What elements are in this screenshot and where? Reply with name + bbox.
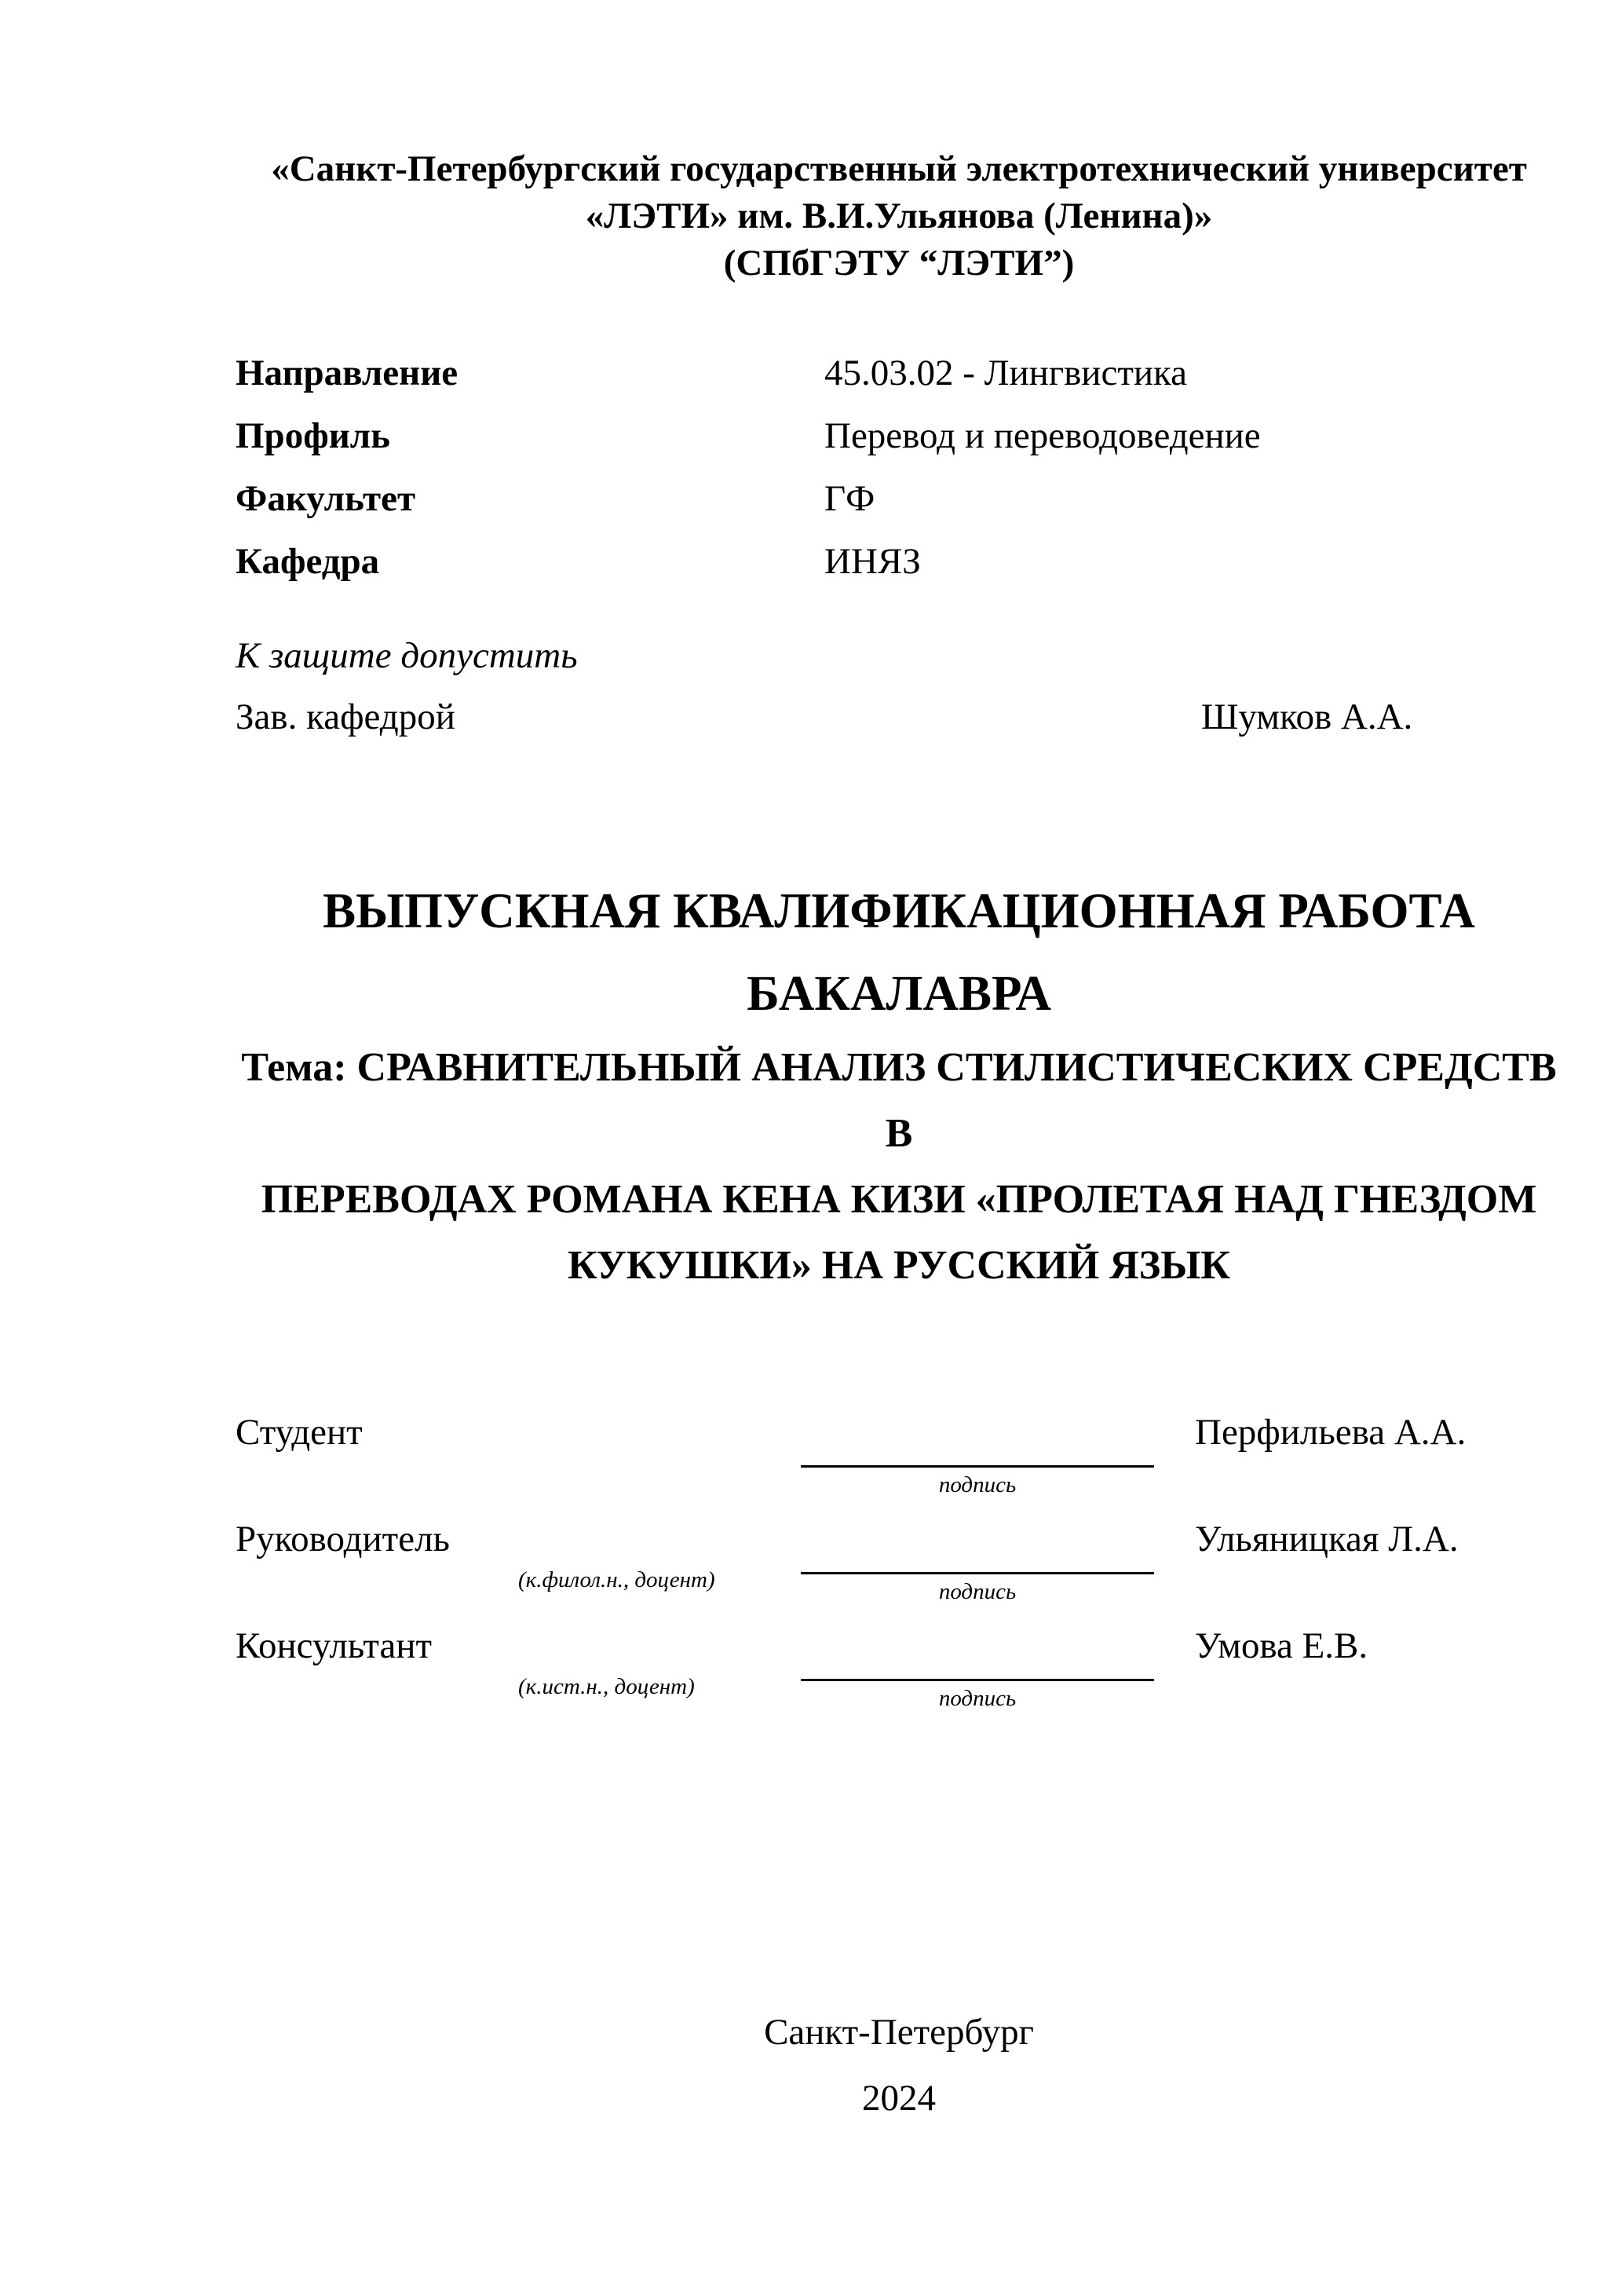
info-row-direction	[236, 342, 1562, 404]
head-of-department-label: Зав. кафедрой	[236, 696, 455, 737]
signature-caption: подпись	[938, 1686, 1017, 1711]
degree-label-consultant: (к.ист.н., доцент)	[518, 1674, 695, 1699]
topic-line-3: КУКУШКИ» НА РУССКИЙ ЯЗЫК	[567, 1243, 1230, 1288]
signature-field-consultant	[801, 1622, 1154, 1717]
topic-line-1: Тема: СРАВНИТЕЛЬНЫЙ АНАЛИЗ СТИЛИСТИЧЕСКИХ СРЕДСТВ В	[241, 1045, 1557, 1156]
signature-caption: подпись	[938, 1472, 1017, 1497]
signature-role-cell	[236, 1622, 801, 1717]
signatory-name-advisor: Ульяницкая Л.А.	[1195, 1519, 1459, 1559]
signature-caption: подпись	[938, 1579, 1017, 1604]
info-row-faculty	[236, 467, 1562, 530]
signature-row-consultant	[236, 1622, 1562, 1717]
program-info-section	[236, 342, 1562, 593]
work-title-line-1: ВЫПУСКНАЯ КВАЛИФИКАЦИОННАЯ РАБОТА	[323, 883, 1475, 938]
signature-role-cell	[236, 1409, 801, 1503]
signature-row-advisor	[236, 1515, 1562, 1610]
head-of-department-name: Шумков А.А.	[1201, 696, 1413, 737]
info-label-faculty: Факультет	[236, 478, 416, 519]
signature-field-student	[801, 1409, 1154, 1503]
info-value-faculty: ГФ	[824, 478, 875, 519]
role-label-advisor: Руководитель	[236, 1519, 450, 1559]
signature-row-student	[236, 1409, 1562, 1503]
signature-role-cell	[236, 1515, 801, 1610]
info-value-profile: Перевод и переводоведение	[824, 415, 1261, 456]
info-label-department: Кафедра	[236, 541, 380, 582]
info-value-department: ИНЯЗ	[824, 541, 921, 582]
signature-section	[236, 1409, 1562, 1717]
role-label-student: Студент	[236, 1412, 363, 1453]
work-title-line-2: БАКАЛАВРА	[747, 966, 1051, 1021]
header-line-3: (СПбГЭТУ “ЛЭТИ”)	[723, 243, 1075, 283]
info-row-profile	[236, 404, 1562, 467]
signature-line	[801, 1409, 1154, 1468]
signature-field-advisor	[801, 1515, 1154, 1610]
signature-line	[801, 1515, 1154, 1574]
header-line-2: «ЛЭТИ» им. В.И.Ульянова (Ленина)»	[585, 196, 1213, 236]
footer	[236, 1999, 1562, 2131]
signatory-name-student: Перфильева А.А.	[1195, 1412, 1467, 1453]
signature-line	[801, 1622, 1154, 1681]
work-title	[236, 870, 1562, 1035]
city-label: Санкт-Петербург	[764, 2012, 1034, 2053]
info-value-direction: 45.03.02 - Лингвистика	[824, 353, 1187, 393]
work-topic	[236, 1035, 1562, 1299]
role-label-consultant: Консультант	[236, 1625, 433, 1666]
head-of-department-row	[236, 693, 1562, 740]
info-row-department	[236, 530, 1562, 593]
degree-label-advisor: (к.филол.н., доцент)	[518, 1567, 715, 1592]
info-label-direction: Направление	[236, 353, 458, 393]
university-header	[236, 145, 1562, 287]
admission-section	[236, 632, 1562, 740]
signatory-name-consultant: Умова Е.В.	[1195, 1625, 1368, 1666]
admission-note: К защите допустить	[236, 635, 578, 676]
header-line-1: «Санкт-Петербургский государственный электротехнический университет	[271, 148, 1527, 189]
year-label: 2024	[862, 2078, 936, 2119]
topic-line-2: ПЕРЕВОДАХ РОМАНА КЕНА КИЗИ «ПРОЛЕТАЯ НАД ГНЕЗДОМ	[261, 1177, 1537, 1222]
info-label-profile: Профиль	[236, 415, 391, 456]
